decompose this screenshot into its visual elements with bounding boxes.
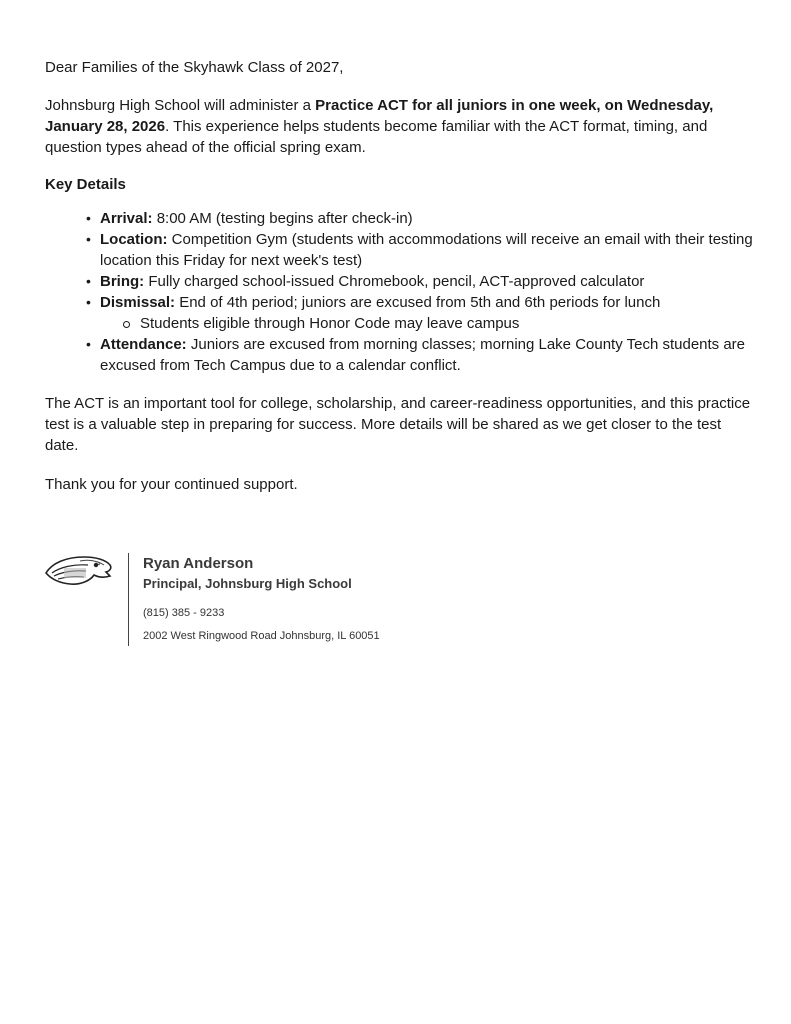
letter-body (45, 57, 757, 495)
thanks-line: Thank you for your continued support. (45, 476, 298, 493)
school-address: 2002 West Ringwood Road Johnsburg, IL 60051 (143, 630, 380, 642)
detail-text: Juniors are excused from morning classes; morning Lake County Tech students are excused from Tech Campus due to a calendar conflict. (100, 336, 746, 374)
detail-label: Location: (100, 231, 168, 248)
list-item-location (100, 229, 757, 271)
intro-emphasis: Practice ACT for all juniors in one week, on Wednesday, January 28, 2026 (45, 97, 714, 135)
sub-list-item: Students eligible through Honor Code may leave campus (140, 313, 757, 334)
detail-text: End of 4th period; juniors are excused from 5th and 6th periods for lunch (175, 294, 661, 311)
detail-label: Arrival: (100, 210, 153, 227)
intro-paragraph (45, 95, 757, 158)
seahawk-logo-icon (44, 553, 114, 589)
closing-paragraph: The ACT is an important tool for college, scholarship, and career-readiness opportunities, and this practice test is a valuable step in preparing for success. More details will be shared as we get closer to the test date. (45, 395, 751, 454)
signer-title: Principal, Johnsburg High School (143, 576, 352, 591)
detail-text: 8:00 AM (testing begins after check-in) (152, 210, 413, 227)
list-item-arrival (100, 208, 757, 229)
greeting: Dear Families of the Skyhawk Class of 2027, (45, 59, 344, 76)
detail-text: Competition Gym (students with accommodations will receive an email with their testing location this Friday for next week's test) (100, 231, 753, 269)
detail-label: Dismissal: (100, 294, 176, 311)
detail-label: Bring: (100, 273, 145, 290)
phone-number: (815) 385 - 9233 (143, 607, 225, 619)
signer-name: Ryan Anderson (143, 555, 254, 572)
list-item-attendance (100, 334, 757, 376)
intro-text-continued: . This experience helps students become familiar with the ACT format, timing, and question types ahead of the official spring exam. (45, 118, 708, 156)
signature-text (143, 555, 443, 643)
detail-label: Attendance: (100, 336, 187, 353)
key-details-heading: Key Details (45, 176, 126, 193)
list-item-dismissal (100, 292, 757, 334)
intro-text: Johnsburg High School will administer a (45, 97, 316, 114)
signature-divider (128, 553, 129, 646)
key-details-list (45, 208, 757, 376)
dismissal-sub-list (100, 313, 757, 334)
detail-text: Fully charged school-issued Chromebook, pencil, ACT-approved calculator (144, 273, 645, 290)
signature-block (44, 553, 444, 648)
list-item-bring (100, 271, 757, 292)
